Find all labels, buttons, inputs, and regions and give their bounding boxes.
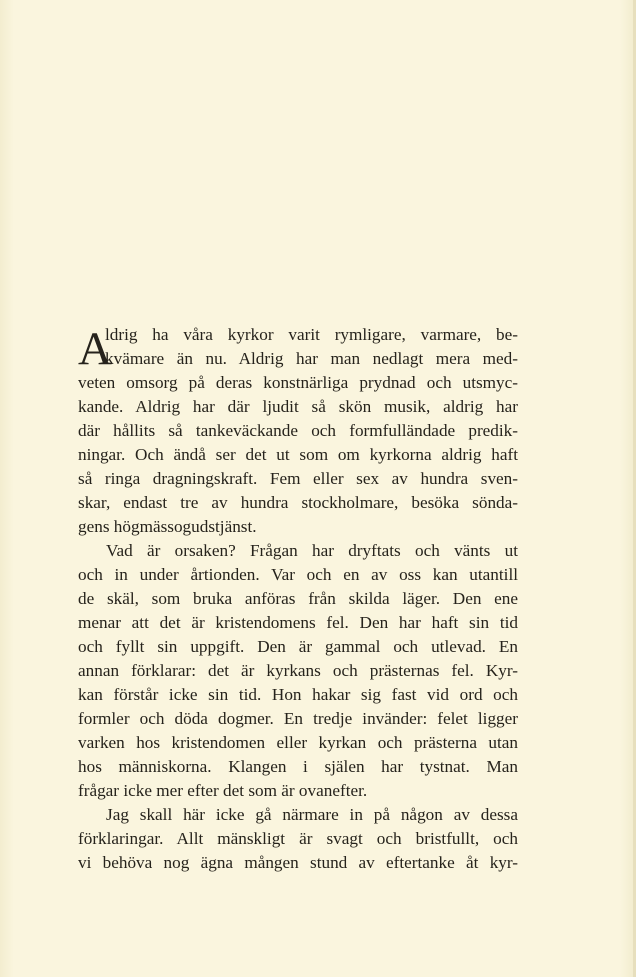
text-line: kande. Aldrig har där ljudit så skön musik, aldrig har — [78, 397, 518, 416]
text-lines — [78, 323, 518, 875]
text-line: vi behöva nog ägna mången stund av eftertanke åt kyr- — [78, 853, 518, 872]
text-line: hos människorna. Klangen i själen har tystnat. Man — [78, 757, 518, 776]
text-line: där hållits så tankeväckande och formfulländade predik- — [78, 421, 518, 440]
text-line: Jag skall här icke gå närmare in på någon av dessa — [106, 805, 518, 824]
text-line: och in under årtionden. Var och en av oss kan utantill — [78, 565, 518, 584]
text-line: de skäl, som bruka anföras från skilda läger. Den ene — [78, 589, 518, 608]
text-line: ldrig ha våra kyrkor varit rymligare, varmare, be- — [105, 325, 518, 344]
text-line: förklaringar. Allt mänskligt är svagt och bristfullt, och — [78, 829, 518, 848]
text-line: kan förstår icke sin tid. Hon hakar sig fast vid ord och — [78, 685, 518, 704]
text-line: veten omsorg på deras konstnärliga prydnad och utsmyc- — [78, 373, 518, 392]
drop-cap: A — [78, 323, 112, 375]
text-line: så ringa dragningskraft. Fem eller sex av hundra sven- — [78, 469, 518, 488]
text-line: menar att det är kristendomens fel. Den har haft sin tid — [78, 613, 518, 632]
text-line: varken hos kristendomen eller kyrkan och prästerna utan — [78, 733, 518, 752]
text-line: frågar icke mer efter det som är ovanefter. — [78, 781, 368, 800]
text-line: formler och döda dogmer. En tredje invänder: felet ligger — [78, 709, 518, 728]
text-line: kvämare än nu. Aldrig har man nedlagt mera med- — [105, 349, 518, 368]
text-line: Vad är orsaken? Frågan har dryftats och vänts ut — [106, 541, 518, 560]
body-text — [78, 323, 518, 875]
text-line: ningar. Och ändå ser det ut som om kyrkorna aldrig haft — [78, 445, 518, 464]
text-line: annan förklarar: det är kyrkans och prästernas fel. Kyr- — [78, 661, 518, 680]
text-line: gens högmässogudstjänst. — [78, 517, 257, 536]
text-line: och fyllt sin uppgift. Den är gammal och utlevad. En — [78, 637, 518, 656]
text-line: skar, endast tre av hundra stockholmare, besöka sönda- — [78, 493, 518, 512]
